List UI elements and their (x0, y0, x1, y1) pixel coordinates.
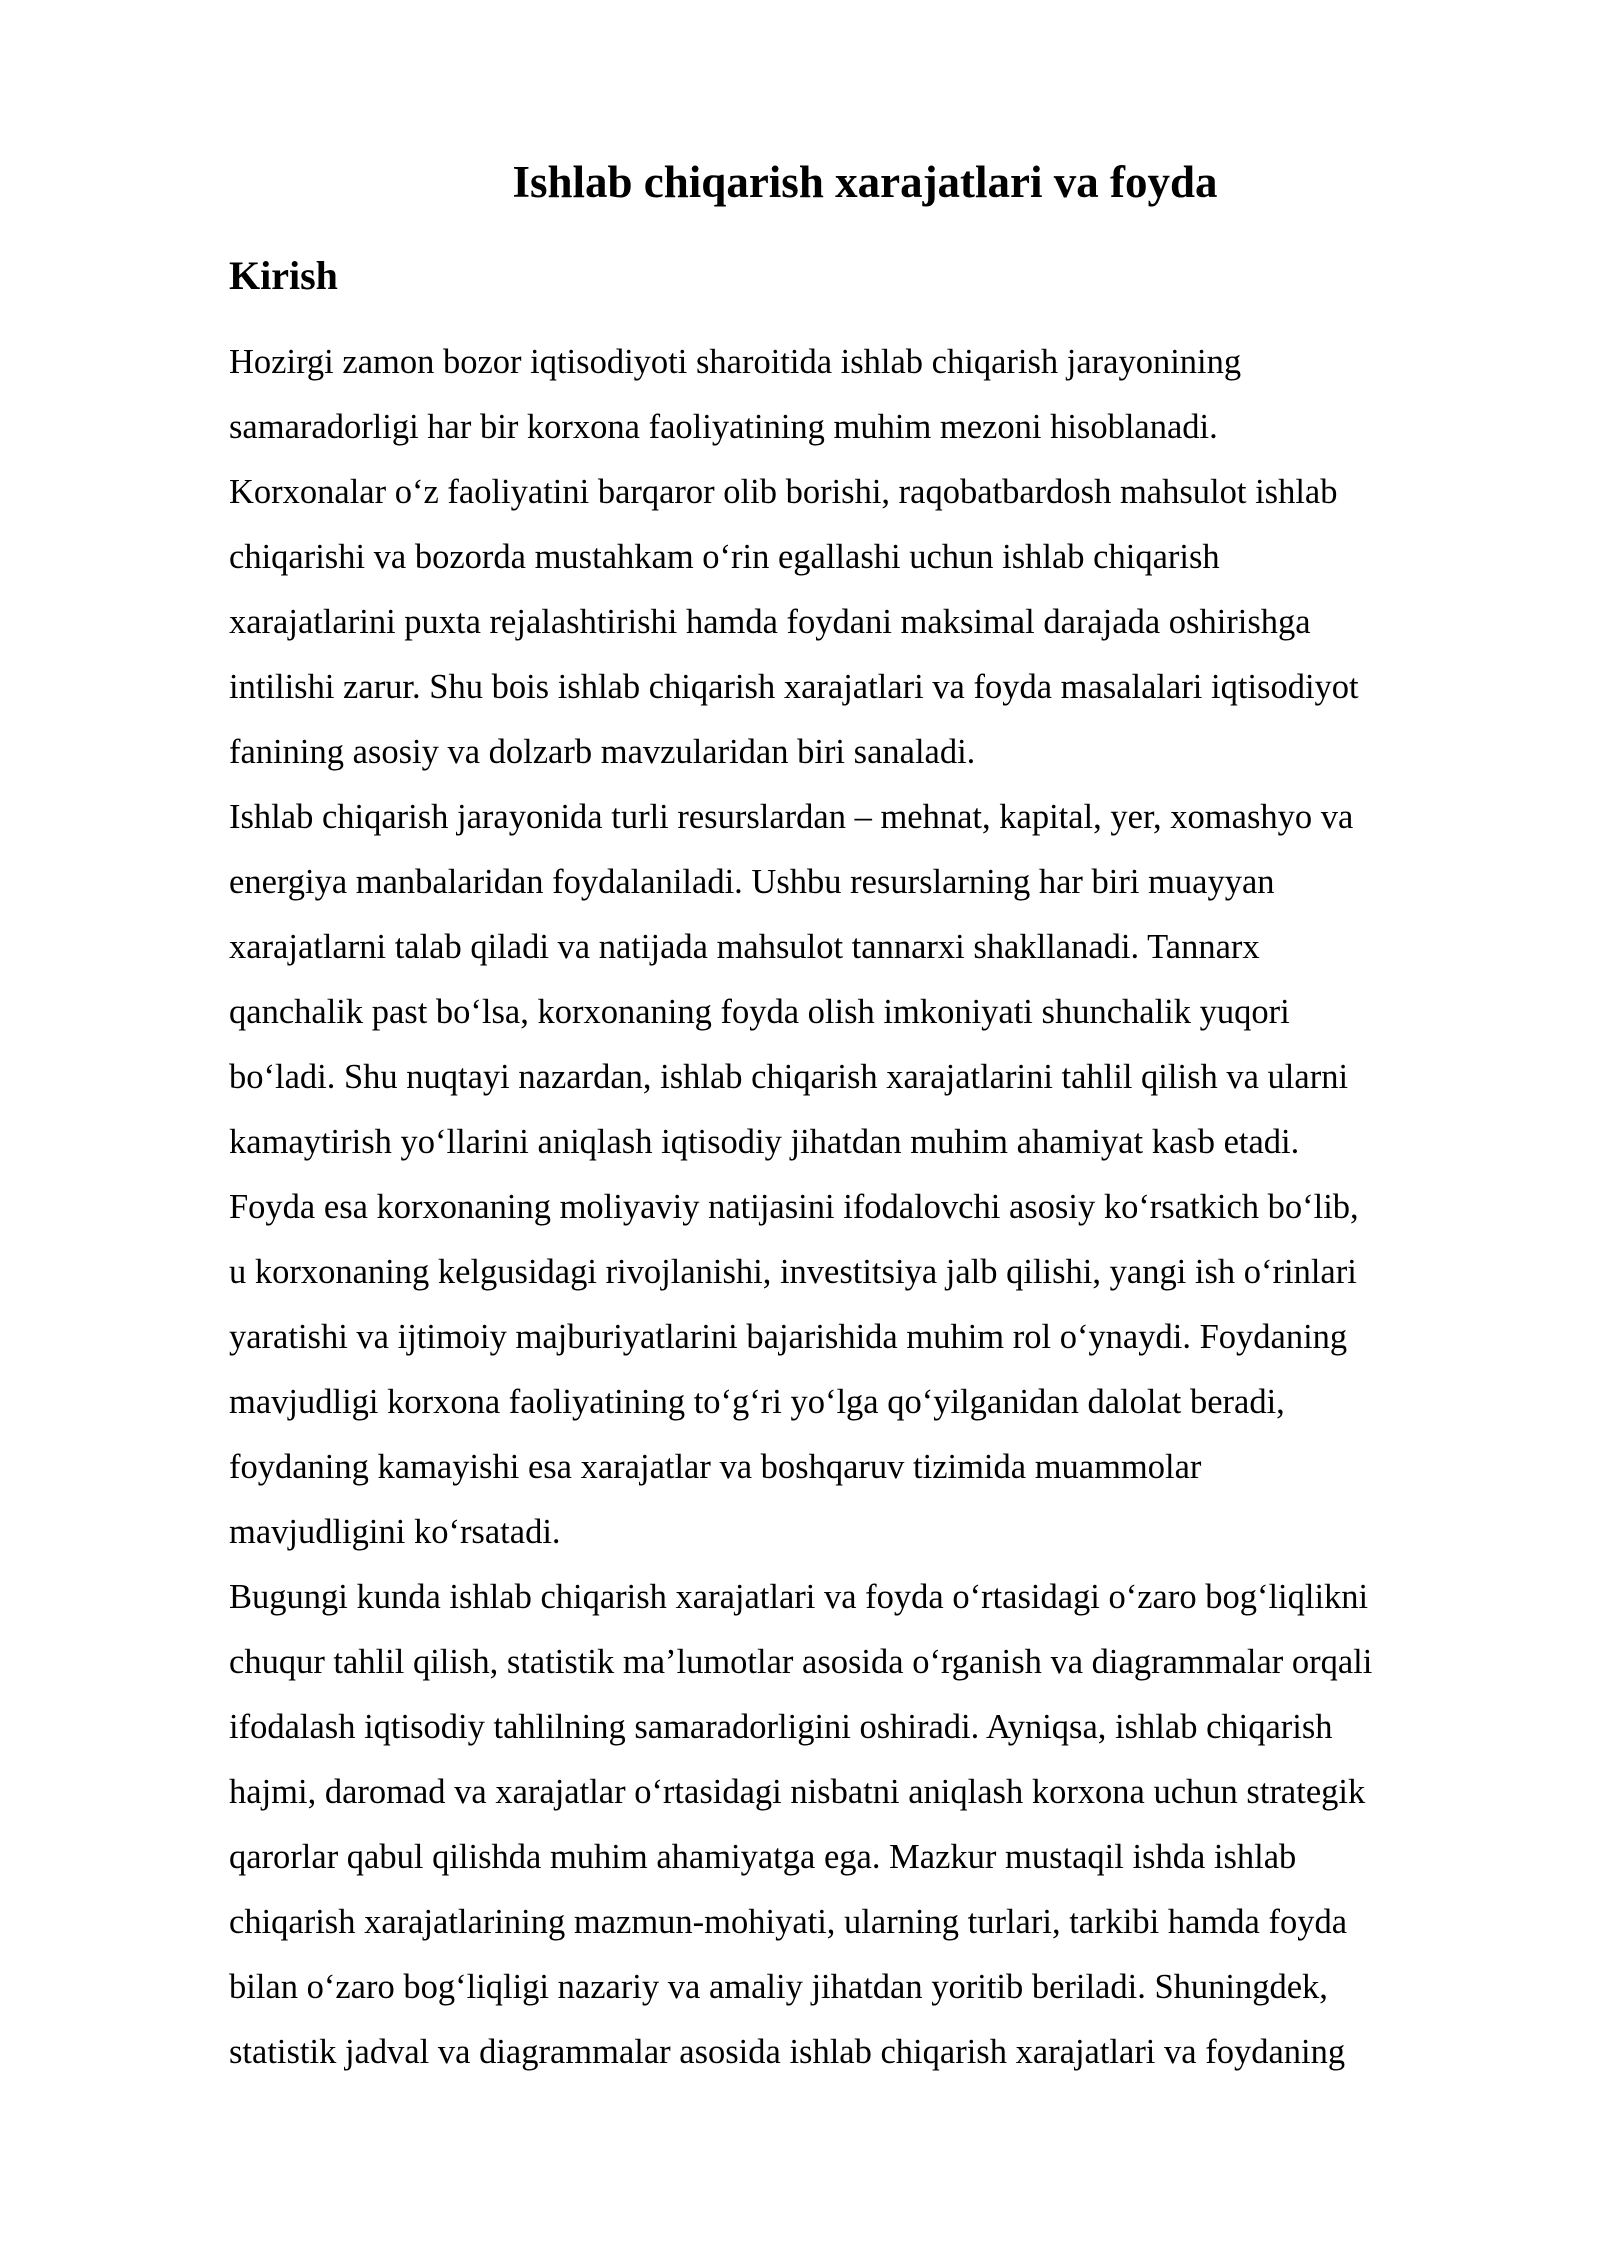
text-line: foydaning kamayishi esa xarajatlar va boshqaruv tizimida muammolar (229, 1448, 1202, 1486)
text-line: Bugungi kunda ishlab chiqarish xarajatlari va foyda o‘rtasidagi o‘zaro bog‘liqlikni (229, 1578, 1369, 1616)
text-line: u korxonaning kelgusidagi rivojlanishi, investitsiya jalb qilishi, yangi ish o‘rinlari (229, 1253, 1357, 1291)
text-line: xarajatlarni talab qiladi va natijada mahsulot tannarxi shakllanadi. Tannarx (229, 928, 1260, 966)
text-line: Ishlab chiqarish jarayonida turli resurslardan – mehnat, kapital, yer, xomashyo va (229, 798, 1354, 836)
text-line: fanining asosiy va dolzarb mavzularidan biri sanaladi. (229, 733, 976, 771)
text-line: chiqarish xarajatlarining mazmun-mohiyati, ularning turlari, tarkibi hamda foyda (229, 1903, 1348, 1941)
text-line: yaratishi va ijtimoiy majburiyatlarini bajarishida muhim rol o‘ynaydi. Foydaning (229, 1318, 1348, 1356)
document-title: Ishlab chiqarish xarajatlari va foyda (512, 157, 1218, 207)
text-line: kamaytirish yo‘llarini aniqlash iqtisodiy jihatdan muhim ahamiyat kasb etadi. (229, 1123, 1300, 1161)
text-line: qarorlar qabul qilishda muhim ahamiyatga ega. Mazkur mustaqil ishda ishlab (229, 1838, 1297, 1876)
text-line: qanchalik past bo‘lsa, korxonaning foyda olish imkoniyati shunchalik yuqori (229, 993, 1290, 1031)
text-line: mavjudligini ko‘rsatadi. (229, 1513, 561, 1551)
text-line: Hozirgi zamon bozor iqtisodiyoti sharoitida ishlab chiqarish jarayonining (229, 343, 1242, 381)
section-heading-kirish: Kirish (229, 253, 338, 298)
text-line: intilishi zarur. Shu bois ishlab chiqarish xarajatlari va foyda masalalari iqtisodiyot (229, 668, 1359, 706)
text-line: Korxonalar o‘z faoliyatini barqaror olib borishi, raqobatbardosh mahsulot ishlab (229, 473, 1338, 511)
text-line: mavjudligi korxona faoliyatining to‘g‘ri yo‘lga qo‘yilganidan dalolat beradi, (229, 1383, 1285, 1421)
text-line: ifodalash iqtisodiy tahlilning samaradorligini oshiradi. Ayniqsa, ishlab chiqarish (229, 1708, 1333, 1746)
text-line: bilan o‘zaro bog‘liqligi nazariy va amaliy jihatdan yoritib beriladi. Shuningdek, (229, 1968, 1328, 2006)
text-line: Foyda esa korxonaning moliyaviy natijasini ifodalovchi asosiy ko‘rsatkich bo‘lib, (229, 1188, 1359, 1226)
text-line: bo‘ladi. Shu nuqtayi nazardan, ishlab chiqarish xarajatlarini tahlil qilish va ularni (229, 1058, 1349, 1096)
text-line: hajmi, daromad va xarajatlar o‘rtasidagi nisbatni aniqlash korxona uchun strategik (229, 1773, 1366, 1811)
text-line: chiqarishi va bozorda mustahkam o‘rin egallashi uchun ishlab chiqarish (229, 538, 1220, 576)
text-line: energiya manbalaridan foydalaniladi. Ushbu resurslarning har biri muayyan (229, 863, 1275, 901)
text-line: statistik jadval va diagrammalar asosida ishlab chiqarish xarajatlari va foydaning (229, 2033, 1346, 2071)
text-line: chuqur tahlil qilish, statistik ma’lumotlar asosida o‘rganish va diagrammalar orqali (229, 1643, 1373, 1681)
text-line: xarajatlarini puxta rejalashtirishi hamda foydani maksimal darajada oshirishga (229, 603, 1311, 641)
text-line: samaradorligi har bir korxona faoliyatining muhim mezoni hisoblanadi. (229, 408, 1218, 446)
